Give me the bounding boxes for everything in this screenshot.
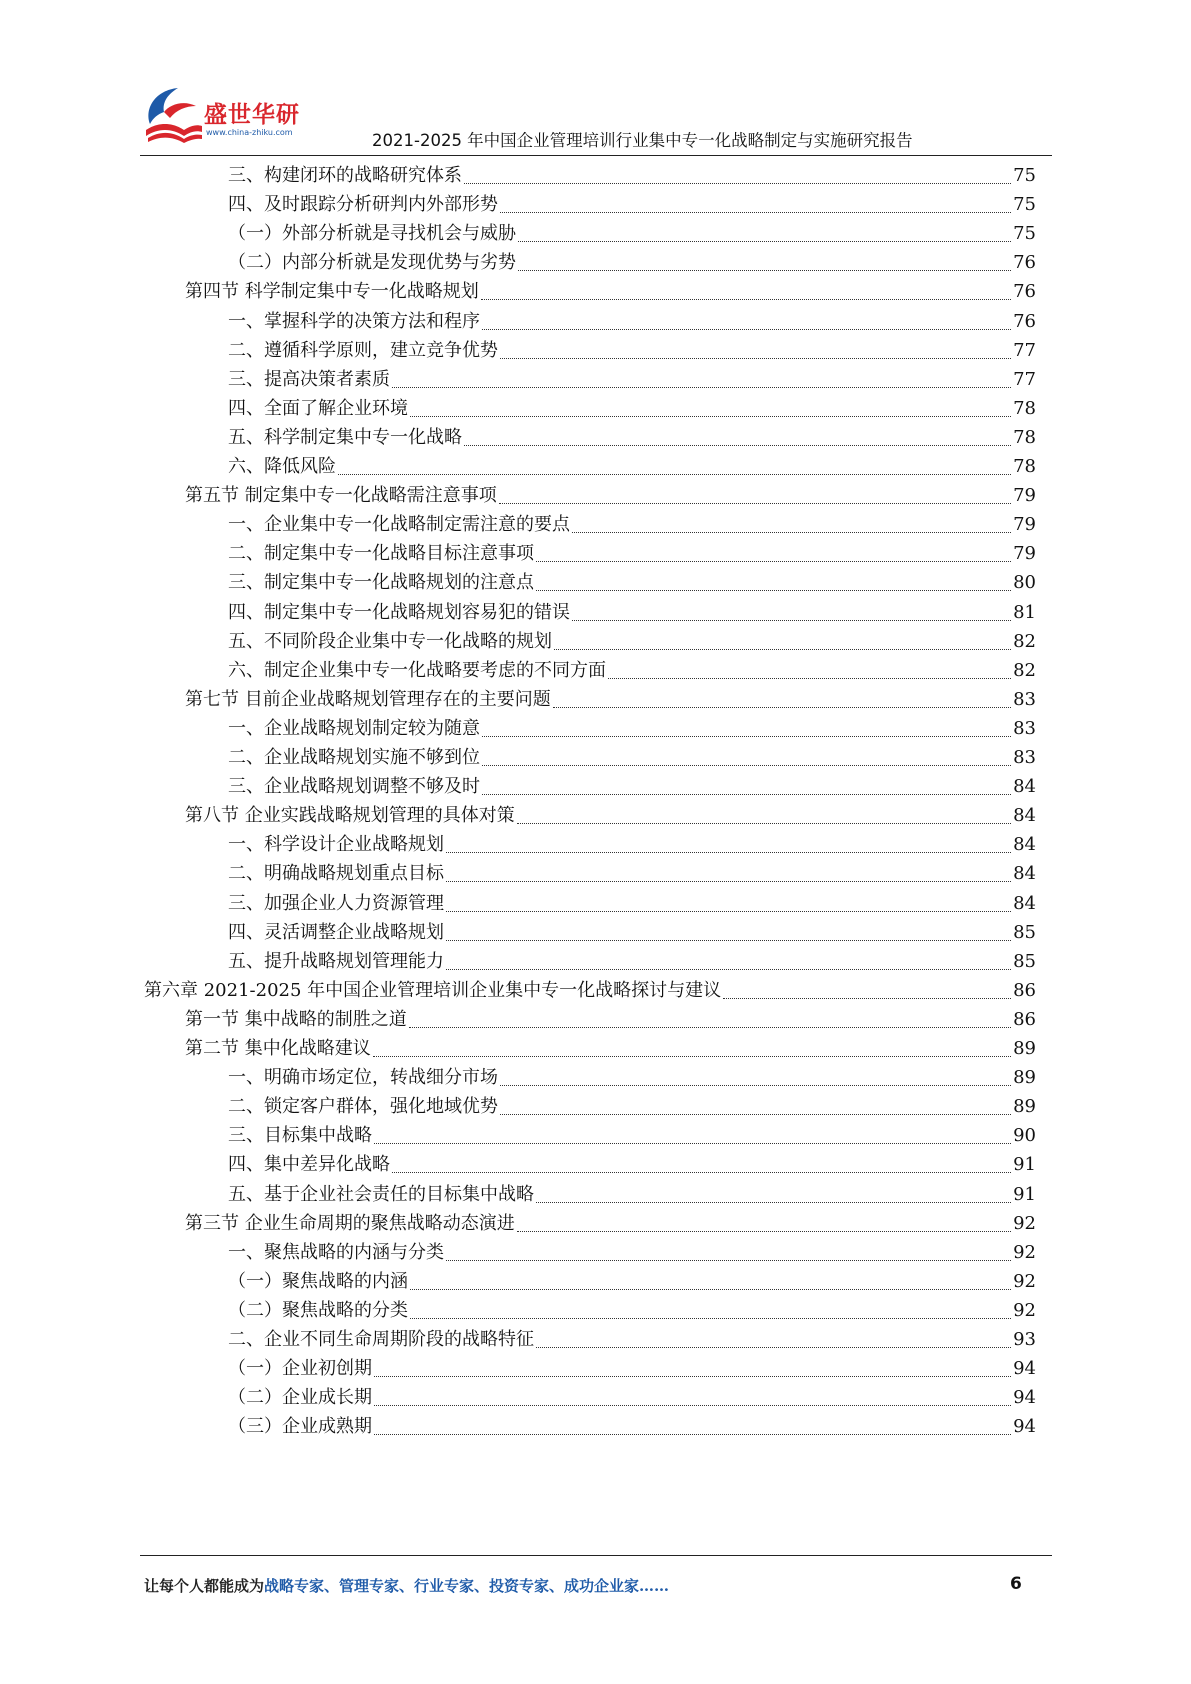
toc-entry[interactable] [228, 393, 1036, 424]
toc-entry[interactable] [228, 160, 1036, 191]
toc-entry-page: 78 [1013, 397, 1036, 419]
toc-entry-page: 78 [1013, 456, 1036, 477]
toc-entry-title: 第五节 制定集中专一化战略需注意事项 [185, 485, 497, 507]
logo-url: www.china-zhiku.com [206, 128, 293, 137]
toc-entry[interactable] [228, 1266, 1036, 1297]
toc-entry-title: 一、科学设计企业战略规划 [228, 834, 444, 856]
toc-entry[interactable] [228, 538, 1036, 569]
toc-dot-leader [500, 212, 1011, 213]
toc-dot-leader [482, 765, 1011, 766]
toc-entry-title: 一、聚焦战略的内涵与分类 [228, 1241, 444, 1263]
toc-dot-leader [392, 387, 1011, 388]
toc-entry-page: 84 [1013, 805, 1036, 827]
toc-dot-leader [464, 183, 1011, 184]
toc-entry[interactable] [228, 335, 1036, 366]
toc-entry-title: 一、掌握科学的决策方法和程序 [228, 310, 480, 332]
toc-entry[interactable] [228, 1179, 1036, 1210]
toc-entry-page: 83 [1013, 688, 1036, 710]
toc-dot-leader [554, 649, 1011, 650]
toc-entry[interactable] [185, 684, 1036, 715]
footer-slogan [144, 1575, 669, 1596]
toc-entry-title: 四、集中差异化战略 [228, 1154, 390, 1176]
toc-entry[interactable] [228, 567, 1036, 598]
toc-entry[interactable] [228, 888, 1036, 919]
toc-entry[interactable] [185, 1208, 1036, 1239]
toc-entry-title: 五、不同阶段企业集中专一化战略的规划 [228, 630, 552, 652]
toc-entry[interactable] [185, 1033, 1036, 1064]
footer-highlight: 战略专家、管理专家、行业专家、投资专家、成功企业家…… [264, 1577, 670, 1595]
toc-entry-title: 六、制定企业集中专一化战略要考虑的不同方面 [228, 659, 606, 681]
toc-entry[interactable] [228, 451, 1036, 482]
toc-entry-page: 89 [1013, 1038, 1036, 1059]
toc-dot-leader [723, 998, 1011, 999]
toc-entry-page: 90 [1013, 1125, 1036, 1147]
toc-entry-title: 三、制定集中专一化战略规划的注意点 [228, 572, 534, 594]
toc-entry-page: 92 [1013, 1212, 1036, 1234]
toc-entry-title: 第六章 2021-2025 年中国企业管理培训企业集中专一化战略探讨与建议 [144, 979, 722, 1001]
toc-entry[interactable] [228, 946, 1036, 977]
toc-dot-leader [446, 1260, 1011, 1261]
toc-entry-page: 83 [1013, 747, 1036, 768]
toc-dot-leader [572, 620, 1011, 621]
toc-entry[interactable] [228, 1324, 1036, 1355]
toc-entry[interactable] [228, 1353, 1036, 1384]
toc-entry-title: 四、及时跟踪分析研判内外部形势 [228, 194, 498, 216]
toc-entry-page: 92 [1013, 1241, 1036, 1263]
toc-entry[interactable] [228, 509, 1036, 540]
toc-entry[interactable] [228, 713, 1036, 744]
toc-dot-leader [446, 969, 1011, 970]
toc-entry-title: 第二节 集中化战略建议 [185, 1038, 371, 1059]
toc-dot-leader [374, 1143, 1011, 1144]
toc-entry[interactable] [228, 422, 1036, 453]
toc-entry-page: 79 [1013, 543, 1036, 565]
toc-entry-title: 五、科学制定集中专一化战略 [228, 426, 462, 448]
toc-dot-leader [481, 299, 1011, 300]
toc-entry-page: 79 [1013, 485, 1036, 507]
toc-dot-leader [499, 503, 1011, 504]
toc-dot-leader [446, 940, 1011, 941]
toc-entry[interactable] [185, 800, 1036, 831]
toc-entry-title: 二、明确战略规划重点目标 [228, 863, 444, 885]
toc-dot-leader [410, 1289, 1011, 1290]
toc-entry[interactable] [228, 1237, 1036, 1268]
company-logo [140, 84, 310, 150]
toc-entry-title: 三、企业战略规划调整不够及时 [228, 776, 480, 798]
toc-entry-page: 83 [1013, 717, 1036, 739]
toc-dot-leader [518, 241, 1011, 242]
page-header [0, 0, 1191, 160]
toc-dot-leader [374, 1405, 1011, 1406]
toc-entry-page: 89 [1013, 1096, 1036, 1118]
toc-entry-title: 二、制定集中专一化战略目标注意事项 [228, 543, 534, 565]
toc-entry-title: 五、基于企业社会责任的目标集中战略 [228, 1183, 534, 1205]
toc-dot-leader [464, 445, 1011, 446]
toc-entry-title: 三、构建闭环的战略研究体系 [228, 165, 462, 186]
toc-entry-title: 六、降低风险 [228, 456, 336, 477]
toc-entry[interactable] [228, 189, 1036, 220]
toc-entry-page: 75 [1013, 194, 1036, 216]
toc-entry-page: 80 [1013, 572, 1036, 594]
toc-entry-page: 94 [1013, 1416, 1036, 1438]
toc-entry-page: 86 [1013, 1008, 1036, 1030]
toc-entry-title: 三、提高决策者素质 [228, 368, 390, 390]
toc-entry[interactable] [228, 218, 1036, 249]
toc-dot-leader [500, 1114, 1011, 1115]
toc-entry[interactable] [228, 1295, 1036, 1326]
toc-dot-leader [517, 823, 1011, 824]
toc-entry-page: 84 [1013, 863, 1036, 885]
toc-dot-leader [572, 532, 1011, 533]
toc-entry-title: （一）外部分析就是寻找机会与威胁 [228, 223, 516, 245]
toc-entry-page: 76 [1013, 252, 1036, 274]
toc-dot-leader [446, 881, 1011, 882]
toc-entry-page: 76 [1013, 281, 1036, 303]
toc-entry[interactable] [228, 247, 1036, 278]
toc-dot-leader [482, 329, 1011, 330]
toc-dot-leader [392, 1172, 1011, 1173]
toc-entry[interactable] [228, 1091, 1036, 1122]
toc-entry-page: 75 [1013, 223, 1036, 245]
toc-entry-title: 一、企业集中专一化战略制定需注意的要点 [228, 514, 570, 536]
footer-divider [140, 1555, 1052, 1556]
toc-dot-leader [536, 1202, 1011, 1203]
toc-entry[interactable] [228, 917, 1036, 948]
toc-dot-leader [373, 1056, 1011, 1057]
toc-entry-page: 79 [1013, 514, 1036, 536]
toc-entry-page: 75 [1013, 165, 1036, 186]
toc-entry-page: 84 [1013, 892, 1036, 914]
toc-dot-leader [536, 561, 1011, 562]
toc-entry[interactable] [228, 364, 1036, 395]
toc-dot-leader [536, 590, 1011, 591]
toc-entry-page: 93 [1013, 1329, 1036, 1350]
report-title: 2021-2025 年中国企业管理培训行业集中专一化战略制定与实施研究报告 [372, 131, 913, 150]
toc-entry-title: 二、遵循科学原则，建立竞争优势 [228, 339, 498, 361]
toc-dot-leader [410, 1318, 1011, 1319]
toc-entry-title: 第七节 目前企业战略规划管理存在的主要问题 [185, 688, 551, 710]
toc-entry-title: 五、提升战略规划管理能力 [228, 950, 444, 972]
footer-prefix: 让每个人都能成为 [144, 1577, 265, 1595]
toc-entry-title: 第四节 科学制定集中专一化战略规划 [185, 281, 479, 303]
toc-entry-title: （三）企业成熟期 [228, 1416, 372, 1438]
toc-entry-page: 89 [1013, 1067, 1036, 1089]
toc-entry-page: 84 [1013, 776, 1036, 798]
toc-entry[interactable] [228, 771, 1036, 802]
toc-entry[interactable] [228, 1149, 1036, 1180]
toc-entry-title: 第八节 企业实践战略规划管理的具体对策 [185, 805, 515, 827]
toc-entry-page: 84 [1013, 834, 1036, 856]
toc-entry-page: 91 [1013, 1154, 1036, 1176]
toc-entry-page: 76 [1013, 310, 1036, 332]
toc-dot-leader [446, 852, 1011, 853]
toc-entry[interactable] [228, 742, 1036, 773]
toc-dot-leader [338, 474, 1011, 475]
toc-dot-leader [500, 1085, 1011, 1086]
toc-dot-leader [608, 678, 1011, 679]
toc-entry[interactable] [185, 480, 1036, 511]
toc-entry-title: 四、制定集中专一化战略规划容易犯的错误 [228, 601, 570, 623]
toc-entry-page: 94 [1013, 1358, 1036, 1380]
toc-entry[interactable] [185, 276, 1036, 307]
toc-entry[interactable] [228, 1382, 1036, 1413]
toc-dot-leader [500, 358, 1011, 359]
toc-entry-title: 一、明确市场定位，转战细分市场 [228, 1067, 498, 1089]
header-divider [140, 155, 1052, 156]
toc-entry-page: 86 [1013, 979, 1036, 1001]
toc-entry[interactable] [144, 975, 1036, 1006]
toc-entry-page: 82 [1013, 630, 1036, 652]
toc-dot-leader [374, 1434, 1011, 1435]
toc-entry-page: 85 [1013, 950, 1036, 972]
toc-entry-title: 二、企业不同生命周期阶段的战略特征 [228, 1329, 534, 1350]
toc-dot-leader [482, 736, 1011, 737]
toc-entry-page: 94 [1013, 1387, 1036, 1409]
toc-entry-title: 四、全面了解企业环境 [228, 397, 408, 419]
toc-entry[interactable] [185, 1004, 1036, 1035]
toc-entry-title: 二、企业战略规划实施不够到位 [228, 747, 480, 768]
toc-entry[interactable] [228, 1062, 1036, 1093]
toc-entry[interactable] [228, 597, 1036, 628]
toc-entry-page: 77 [1013, 339, 1036, 361]
toc-entry[interactable] [228, 829, 1036, 860]
toc-entry-title: 第一节 集中战略的制胜之道 [185, 1008, 407, 1030]
toc-entry[interactable] [228, 306, 1036, 337]
toc-entry-title: 三、加强企业人力资源管理 [228, 892, 444, 914]
toc-dot-leader [482, 794, 1011, 795]
toc-entry[interactable] [228, 655, 1036, 686]
toc-dot-leader [446, 911, 1011, 912]
toc-entry-title: （一）聚焦战略的内涵 [228, 1270, 408, 1292]
toc-dot-leader [374, 1376, 1011, 1377]
toc-entry-page: 92 [1013, 1299, 1036, 1321]
toc-entry[interactable] [228, 1120, 1036, 1151]
toc-entry-page: 85 [1013, 921, 1036, 943]
toc-dot-leader [536, 1347, 1011, 1348]
toc-entry-title: （二）企业成长期 [228, 1387, 372, 1409]
toc-entry-title: 四、灵活调整企业战略规划 [228, 921, 444, 943]
logo-emblem-icon [140, 84, 206, 150]
page-number: 6 [1010, 1574, 1022, 1594]
toc-entry-title: （二）内部分析就是发现优势与劣势 [228, 252, 516, 274]
toc-dot-leader [409, 1027, 1011, 1028]
toc-entry-title: 二、锁定客户群体，强化地域优势 [228, 1096, 498, 1118]
toc-entry-page: 81 [1013, 601, 1036, 623]
logo-name: 盛世华研 [204, 102, 300, 128]
toc-dot-leader [517, 1231, 1011, 1232]
toc-entry-page: 77 [1013, 368, 1036, 390]
toc-entry-title: （二）聚焦战略的分类 [228, 1299, 408, 1321]
toc-entry-title: 第三节 企业生命周期的聚焦战略动态演进 [185, 1212, 515, 1234]
toc-entry-page: 82 [1013, 659, 1036, 681]
toc-dot-leader [410, 416, 1011, 417]
toc-dot-leader [553, 707, 1011, 708]
toc-entry[interactable] [228, 626, 1036, 657]
toc-entry-title: 三、目标集中战略 [228, 1125, 372, 1147]
toc-entry-page: 91 [1013, 1183, 1036, 1205]
toc-entry-title: 一、企业战略规划制定较为随意 [228, 717, 480, 739]
toc-entry[interactable] [228, 1411, 1036, 1442]
toc-entry[interactable] [228, 858, 1036, 889]
toc-entry-page: 78 [1013, 426, 1036, 448]
toc-entry-title: （一）企业初创期 [228, 1358, 372, 1380]
toc-dot-leader [518, 270, 1011, 271]
toc-entry-page: 92 [1013, 1270, 1036, 1292]
